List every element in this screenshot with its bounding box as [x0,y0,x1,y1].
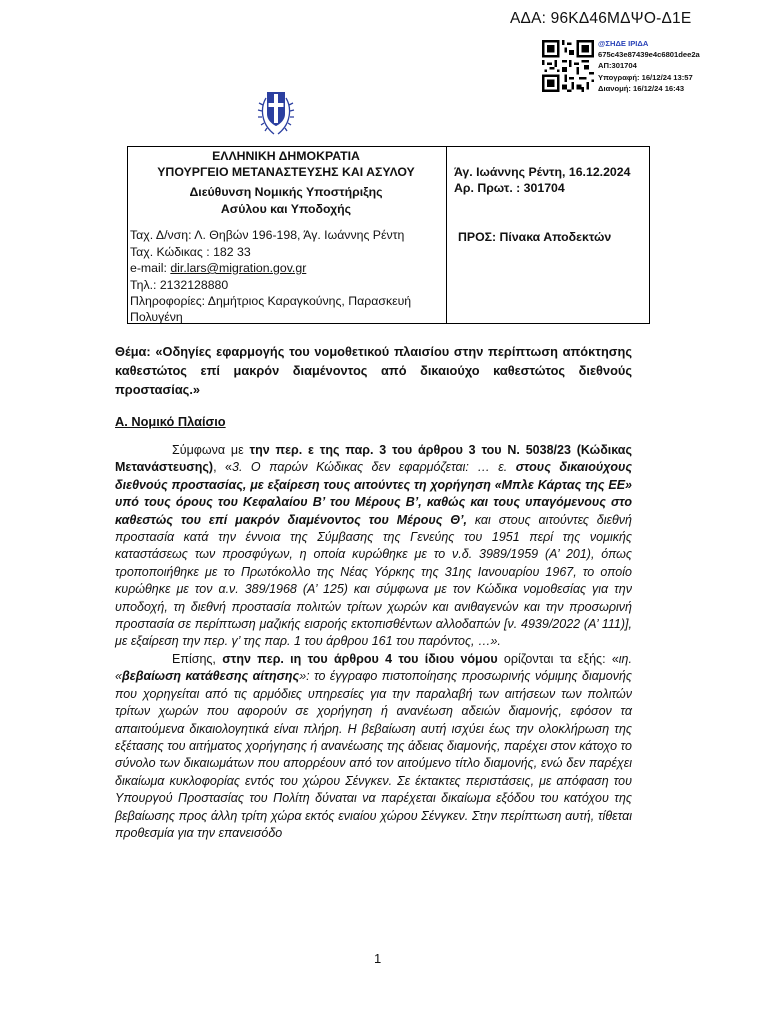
text-run: βεβαίωση κατάθεσης αίτησης [121,669,300,684]
letterhead-table [127,146,650,324]
address: Ταχ. Δ/νση: Λ. Θηβών 196-198, Άγ. Ιωάννης Ρέντη [130,228,405,242]
text-run: Σύμφωνα με [172,443,250,457]
document-body [115,442,632,842]
subject-line: Θέμα: «Οδηγίες εφαρμογής του νομοθετικού πλαισίου στην περίπτωση απόκτησης καθεστώτος επί μακρόν διαμένοντος από δικαιούχο καθεστώτος διεθνούς προστασίας.» [115,344,632,397]
signature-line: Διανομή: 16/12/24 16:43 [598,83,685,93]
signature-line: 675c43e87439e4c6801dee2a [598,50,700,60]
signature-details [598,38,700,94]
page-number: 1 [374,951,382,966]
text-run: στην περ. ιη του άρθρου 4 του ίδιου νόμου [222,651,498,666]
recipients: ΠΡΟΣ: Πίνακα Αποδεκτών [458,230,612,244]
text-run: »: το έγγραφο πιστοποίησης προσωρινής νόμιμης διαμονής που χορηγείται από τις αρμόδιες υπηρεσίες για την παραλαβή των αιτήσεων των πολιτών τρίτων χωρών που αφορούν σε χορήγηση ή ανανέωση αδειών διαμονής, εφόσον τα απαιτούμενα δικαιολογητικά είναι πλήρη. Η βεβαίωση αυτή ισχύει έως την ολοκλήρωση της εξέτασης του αιτήματος χορήγησης ή ανανέωσης της άδειας διαμονής, παρέχει στον κάτοχο το σύνολο των δικαιωμάτων που απορρέουν από τον αιτούμενο τίτλο διαμονής, ενώ δεν παρέχει δικαίωμα κυκλοφορίας εντός του χώρου Σένγκεν. Σε έκτακτες περιστάσεις, με απόφαση του Υπουργού Προστασίας του Πολίτη δύναται να παρέχεται δικαίωμα εξόδου του κατόχου της βεβαίωσης προς άλλη τρίτη χώρα εκτός ενιαίου χώρου Σένγκεν. Στην περίπτωση αυτή, τίθεται προθεσμία για την επανεισόδο [115,669,632,840]
contact-info: Πληροφορίες: Δημήτριος Καραγκούνης, Παρασκευή [130,294,412,308]
qr-code-icon [542,40,594,92]
paragraph [115,442,632,651]
email-label: e-mail: [130,261,171,275]
greek-coat-of-arms-icon [244,78,308,142]
text-run: 3. Ο παρών Κώδικας δεν εφαρμόζεται: … ε. [232,460,516,475]
text-run: , « [213,460,233,475]
signature-line: @ΣΗΔΕ ΙΡΙΔΑ [598,39,649,48]
email-link[interactable]: dir.lars@migration.gov.gr [170,261,307,275]
postal-code: Ταχ. Κώδικας : 182 33 [130,245,251,259]
directorate-name-2: Ασύλου και Υποδοχής [220,202,352,216]
ministry-name: ΥΠΟΥΡΓΕΙΟ ΜΕΤΑΝΑΣΤΕΥΣΗΣ ΚΑΙ ΑΣΥΛΟΥ [157,165,415,179]
text-run: την περ. ε της παρ. 3 του άρθρου 3 του Ν. 5038/23 (Κώδικας Μετανάστευσης) [115,443,632,475]
contact-info-2: Πολυγένη [130,310,183,324]
country-name: ΕΛΛΗΝΙΚΗ ΔΗΜΟΚΡΑΤΙΑ [212,149,360,163]
digital-signature-block [542,38,742,98]
section-heading: Α. Νομικό Πλαίσιο [115,414,226,429]
text-run: και στους αιτούντες διεθνή προστασία κατά την έννοια της Σύμβασης της Γενεύης του 1951 περί της νομικής καταστάσεως των προσφύγων, η οποία κυρώθηκε με το ν.δ. 3989/1959 (Α’ 201), όπως τροποποιήθηκε με το Πρωτόκολλο της Νέας Υόρκης της 31ης Ιανουαρίου 1967, το οποίο κυρώθηκε με τον α.ν. 389/1968 (Α’ 125) και σύμφωνα με τον Κώδικα νομοθεσίας για την υποδοχή, τη διεθνή προστασία πολιτών τρίτων χωρών και ανιθαγενών και την προσωρινή προστασία σε περίπτωση μαζικής εισροής εκτοπισθέντων αλλοδαπών [ν. 4939/2022 (Α’ 111)], με εξαίρεση την περ. γ’ της παρ. 1 του άρθρου 161 του παρόντος, …». [115,512,632,649]
text-run: Επίσης, [172,651,223,666]
paragraph [115,651,632,842]
table-divider [446,147,447,323]
text-run: ιη. « [115,651,632,684]
protocol-number: Αρ. Πρωτ. : 301704 [454,181,565,195]
signature-line: ΑΠ:301704 [598,61,637,71]
text-run: στους δικαιούχους διεθνούς προστασίας, με εξαίρεση τους αιτούντες τη χορήγηση «Μπλε Κάρτας της ΕΕ» υπό τους όρους του Κεφαλαίου Β’ του Μέρους Β’, καθώς και τους υπαγόμενους στο καθεστώς του επί μακρόν διαμένοντος του Μέρους Θ’, [115,460,633,527]
place-date: Άγ. Ιωάννης Ρέντη, 16.12.2024 [454,165,631,179]
directorate-name: Διεύθυνση Νομικής Υποστήριξης [189,185,383,199]
phone: Τηλ.: 2132128880 [130,278,229,292]
text-run: ορίζονται τα εξής: « [497,651,619,666]
email-row [130,260,442,276]
signature-line: Υπογραφή: 16/12/24 13:57 [598,72,693,82]
ada-code: ΑΔΑ: 96ΚΔ46ΜΔΨΟ-Δ1Ε [510,10,692,27]
